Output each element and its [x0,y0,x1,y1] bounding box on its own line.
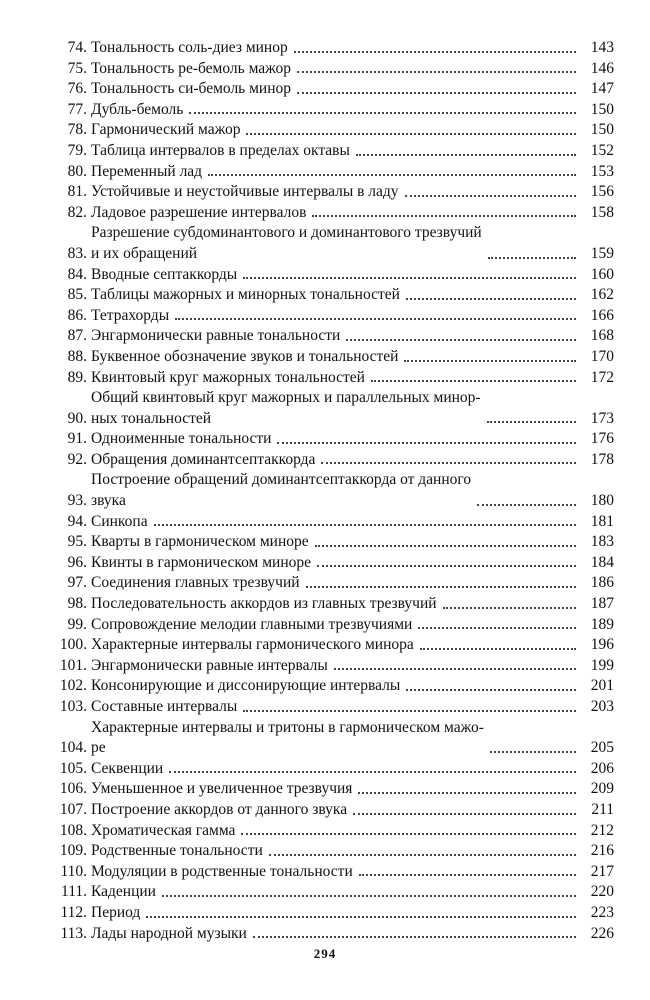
toc-entry-page: 158 [590,203,614,221]
toc-entry-title-line: Тональность соль-диез минор [91,39,288,56]
toc-entry-number: 86. [67,306,87,324]
toc-entry-title-line: Период [91,903,141,921]
toc-entry-title [91,79,291,100]
toc-entry-title-line: Последовательность аккордов из главных трезвучий [91,595,437,613]
toc-entry-page: 156 [590,183,614,201]
toc-entry [54,38,614,59]
toc-entry-title-line: Квинты в гармоническом миноре [91,553,312,571]
dot-leader [306,586,576,588]
dot-leader [405,195,576,197]
toc-entry-title-line: Гармонический мажор [91,121,241,139]
toc-entry-title [91,635,414,656]
toc-entry-number: 90. [67,409,87,427]
toc-entry-page: 223 [590,903,614,921]
toc-entry-page: 196 [590,636,614,654]
toc-entry-title-line: ре [91,739,106,757]
toc-entry-title [91,223,482,264]
dot-leader [406,689,576,691]
dot-leader [162,895,576,897]
toc-entry-title-line: Сопровождение мелодии главными трезвучиями [91,615,413,633]
toc-entry-title-line: Построение обращений доминантсептаккорда от данного [91,471,472,489]
toc-entry-title-line: Одноименные тональности [91,430,272,448]
toc-entry-title-line: Энгармонически равные тональности [91,327,341,345]
dot-leader [346,339,576,341]
page-number: 294 [313,946,337,961]
toc-entry-number: 95. [67,533,87,551]
toc-entry-title [91,553,311,574]
toc-entry [54,635,614,656]
toc-entry-page: 199 [590,656,614,674]
toc-entry-title-line: и их обращений [91,244,198,262]
toc-entry-title [91,697,237,718]
toc-entry-title [91,862,353,883]
toc-entry-page: 146 [590,59,614,77]
toc-entry-page: 172 [590,368,614,386]
toc-entry-number: 77. [67,100,87,118]
toc-entry [54,512,614,533]
toc-entry-page: 153 [590,162,614,180]
dot-leader [418,627,576,629]
toc-entry-title [91,470,471,511]
toc-entry-number: 109. [59,842,87,860]
toc-entry-title-line: Модуляции в родственные тональности [91,862,353,880]
toc-entry-page: 217 [590,862,614,880]
toc-entry-title [91,882,156,903]
toc-entry-title [91,203,306,224]
toc-entry-number: 94. [67,512,87,530]
toc-entry-title-line: Консонирующие и диссонирующие интервалы [91,677,401,695]
toc-entry-number: 82. [67,203,87,221]
toc-entry-title-line: Составные интервалы [91,698,238,715]
toc-entry-title [91,265,237,286]
toc-entry-number: 89. [67,368,87,386]
toc-entry-number: 108. [59,821,87,839]
toc-entry-title [91,759,163,780]
toc-entry-number: 78. [67,121,87,139]
dot-leader [359,874,576,876]
toc-entry-page: 173 [590,409,614,427]
toc-entry-number: 112. [60,903,87,921]
toc-entry-title [91,388,481,429]
toc-entry [54,79,614,100]
toc-entry [54,903,614,924]
toc-entry [54,759,614,780]
toc-entry [54,573,614,594]
dot-leader [356,154,576,156]
toc-entry-title-line: Тональность ре-бемоль мажор [91,59,291,77]
dot-leader [297,71,576,73]
toc-entry-title-line: Характерные интервалы и тритоны в гармоническом мажо- [91,718,484,736]
toc-entry-number: 80. [67,162,87,180]
dot-leader [277,442,576,444]
toc-entry-page: 162 [590,286,614,304]
dot-leader [175,318,576,320]
toc-entry-title-line: Построение аккордов от данного звука [91,800,348,818]
toc-entry-number: 106. [59,780,87,798]
toc-entry-title [91,903,140,924]
dot-leader [208,174,576,176]
toc-entry [54,223,614,264]
toc-entry-title-line: Ладовое разрешение интервалов [91,203,307,221]
toc-entry [54,429,614,450]
toc-entry-title [91,141,350,162]
dot-leader [477,504,576,506]
toc-entry-number: 85. [67,286,87,304]
dot-leader [269,854,576,856]
toc-entry-title [91,120,240,141]
toc-entry [54,59,614,80]
toc-entry-title [91,924,247,945]
toc-entry-number: 75. [67,59,87,77]
toc-entry-title [91,368,365,389]
toc-entry-page: 168 [590,327,614,345]
dot-leader [490,751,576,753]
toc-entry [54,676,614,697]
toc-entry-page: 184 [590,553,614,571]
toc-entry-title-line: Тетрахорды [91,306,170,324]
toc-entry-page: 181 [590,512,614,530]
toc-entry-title-line: ных тональностей [91,409,212,427]
toc-entry-title-line: Переменный лад [91,162,203,180]
toc-entry-title-line: Кварты в гармоническом миноре [91,533,309,551]
dot-leader [404,360,576,362]
toc-entry-number: 88. [67,347,87,365]
toc-entry-page: 187 [590,595,614,613]
toc-entry-page: 143 [590,39,614,56]
toc-entry-title [91,718,484,759]
toc-entry [54,718,614,759]
toc-entry-page: 212 [590,821,614,839]
toc-entry-title [91,532,309,553]
toc-entry-title [91,841,263,862]
toc-entry-title [91,676,400,697]
toc-entry-title [91,450,315,471]
toc-entry [54,656,614,677]
toc-entry-title [91,100,183,121]
toc-entry-number: 93. [67,492,87,510]
toc-entry [54,615,614,636]
toc-entry-page: 186 [590,574,614,592]
dot-leader [253,936,576,938]
toc-entry [54,285,614,306]
dot-leader [321,462,576,464]
toc-entry-number: 105. [59,759,87,777]
toc-entry [54,162,614,183]
toc-entry [54,100,614,121]
toc-entry-page: 203 [590,698,614,715]
toc-entry-number: 96. [67,553,87,571]
toc-entry-number: 92. [67,450,87,468]
toc-entry-page: 147 [590,80,614,98]
toc-entry-title-line: Каденции [91,883,156,901]
toc-entry-page: 150 [590,100,614,118]
toc-entry-title-line: Уменьшенное и увеличенное трезвучия [91,780,353,798]
toc-entry-title [91,512,148,533]
toc-entry-number: 111. [61,883,87,901]
toc-entry-page: 152 [590,141,614,159]
toc-entry [54,862,614,883]
toc-entry [54,470,614,511]
toc-entry-title-line: Хроматическая гамма [91,821,236,839]
toc-entry-title [91,594,437,615]
toc-entry-title-line: Буквенное обозначение звуков и тональностей [91,347,399,365]
toc-entry-title-line: Соединения главных трезвучий [91,574,300,592]
toc-entry [54,553,614,574]
toc-entry-title [91,347,398,368]
toc-entry [54,306,614,327]
dot-leader [294,51,576,53]
toc-entry-title [91,182,399,203]
toc-entry-number: 76. [67,80,87,98]
dot-leader [420,648,576,650]
toc-entry-number: 81. [67,183,87,201]
toc-entry-title-line: Родственные тональности [91,842,263,860]
toc-entry [54,450,614,471]
dot-leader [487,421,576,423]
toc-entry-title [91,306,169,327]
toc-entry [54,800,614,821]
toc-entry-title-line: Характерные интервалы гармонического минора [91,636,414,654]
toc-entry-page: 170 [590,347,614,365]
toc-entry [54,821,614,842]
toc-entry-page: 201 [590,677,614,695]
dot-leader [371,380,576,382]
toc-entry-title [91,800,347,821]
dot-leader [443,607,576,609]
dot-leader [243,277,576,279]
toc-entry-number: 99. [67,615,87,633]
toc-entry-title [91,615,412,636]
toc-entry [54,697,614,718]
dot-leader [246,133,576,135]
dot-leader [315,545,576,547]
dot-leader [406,298,576,300]
dot-leader [241,833,576,835]
toc-entry-page: 205 [590,739,614,757]
toc-entry [54,388,614,429]
toc-entry-title-line: Квинтовый круг мажорных тональностей [91,368,365,386]
toc-entry-page: 160 [590,265,614,283]
dot-leader [154,524,576,526]
toc-entry-title-line: Разрешение субдоминантового и доминантового трезвучий [91,224,482,242]
toc-entry-page: 211 [591,800,614,818]
toc-entry-number: 98. [67,595,87,613]
dot-leader [297,92,576,94]
dot-leader [312,215,576,217]
dot-leader [146,916,576,918]
toc-entry-number: 102. [59,677,87,695]
toc-entry-title-line: Устойчивые и неустойчивые интервалы в ладу [91,183,399,201]
toc-entry-number: 87. [67,327,87,345]
toc-entry-title [91,779,352,800]
toc-entry-title [91,59,291,80]
toc-entry-number: 107. [59,800,87,818]
toc-entry [54,347,614,368]
toc-entry-number: 79. [67,141,87,159]
toc-entry [54,779,614,800]
toc-entry-title-line: звука [91,492,126,510]
dot-leader [169,771,576,773]
toc-entry-title [91,285,400,306]
toc-entry [54,532,614,553]
dot-leader [488,257,576,259]
toc-entry-number: 100. [59,636,87,654]
toc-entry-title [91,821,235,842]
toc-entry-title [91,162,202,183]
toc-entry-number: 110. [60,862,87,880]
toc-entry [54,265,614,286]
toc-entry [54,594,614,615]
toc-entry-title [91,326,340,347]
toc-entry [54,924,614,945]
toc-entry-page: 150 [590,121,614,139]
dot-leader [189,112,576,114]
toc-entry-page: 226 [590,924,614,942]
toc-entry [54,182,614,203]
toc-entry-title-line: Лады народной музыки [91,924,247,942]
toc-entry-number: 104. [59,739,87,757]
toc-entry-title-line: Энгармонически равные интервалы [91,656,328,674]
dot-leader [334,668,576,670]
toc-entry-number: 74. [67,39,87,56]
toc-entry-page: 159 [590,244,614,262]
toc-entry-title [91,656,328,677]
toc-entry-title-line: Тональность си-бемоль минор [91,80,292,98]
toc-entry-number: 113. [60,924,87,942]
toc-entry-page: 216 [590,842,614,860]
toc-entry-page: 180 [590,492,614,510]
toc-entry-page: 183 [590,533,614,551]
toc-entry-page: 189 [590,615,614,633]
toc-entry [54,882,614,903]
dot-leader [353,813,576,815]
toc-entry-number: 91. [67,430,87,448]
toc-entry [54,841,614,862]
toc-entry-page: 206 [590,759,614,777]
toc-entry-number: 97. [67,574,87,592]
toc-entry-number: 84. [67,265,87,283]
toc-entry-title [91,573,300,594]
toc-entry-page: 220 [590,883,614,901]
toc-entry-title [91,38,288,59]
toc-entry-title-line: Общий квинтовый круг мажорных и параллельных минор- [91,389,481,407]
toc-entry-number: 83. [67,244,87,262]
toc-entry-number: 101. [59,656,87,674]
table-of-contents [54,38,614,944]
toc-entry-page: 176 [590,430,614,448]
toc-entry [54,120,614,141]
toc-entry-title-line: Обращения доминантсептаккорда [91,450,316,468]
toc-entry [54,368,614,389]
toc-entry-title-line: Дубль-бемоль [91,100,184,118]
toc-entry-number: 103. [59,698,87,715]
toc-entry-title-line: Таблицы мажорных и минорных тональностей [91,286,400,304]
toc-entry [54,203,614,224]
toc-entry-title-line: Таблица интервалов в пределах октавы [91,141,350,159]
toc-entry-title-line: Секвенции [91,759,164,777]
dot-leader [243,710,576,712]
toc-entry-page: 178 [590,450,614,468]
toc-entry-page: 166 [590,306,614,324]
toc-entry [54,141,614,162]
toc-entry [54,326,614,347]
toc-entry-title-line: Синкопа [91,512,148,530]
dot-leader [317,565,576,567]
dot-leader [358,792,576,794]
toc-entry-title [91,429,271,450]
toc-entry-title-line: Вводные септаккорды [91,265,238,283]
toc-entry-page: 209 [590,780,614,798]
